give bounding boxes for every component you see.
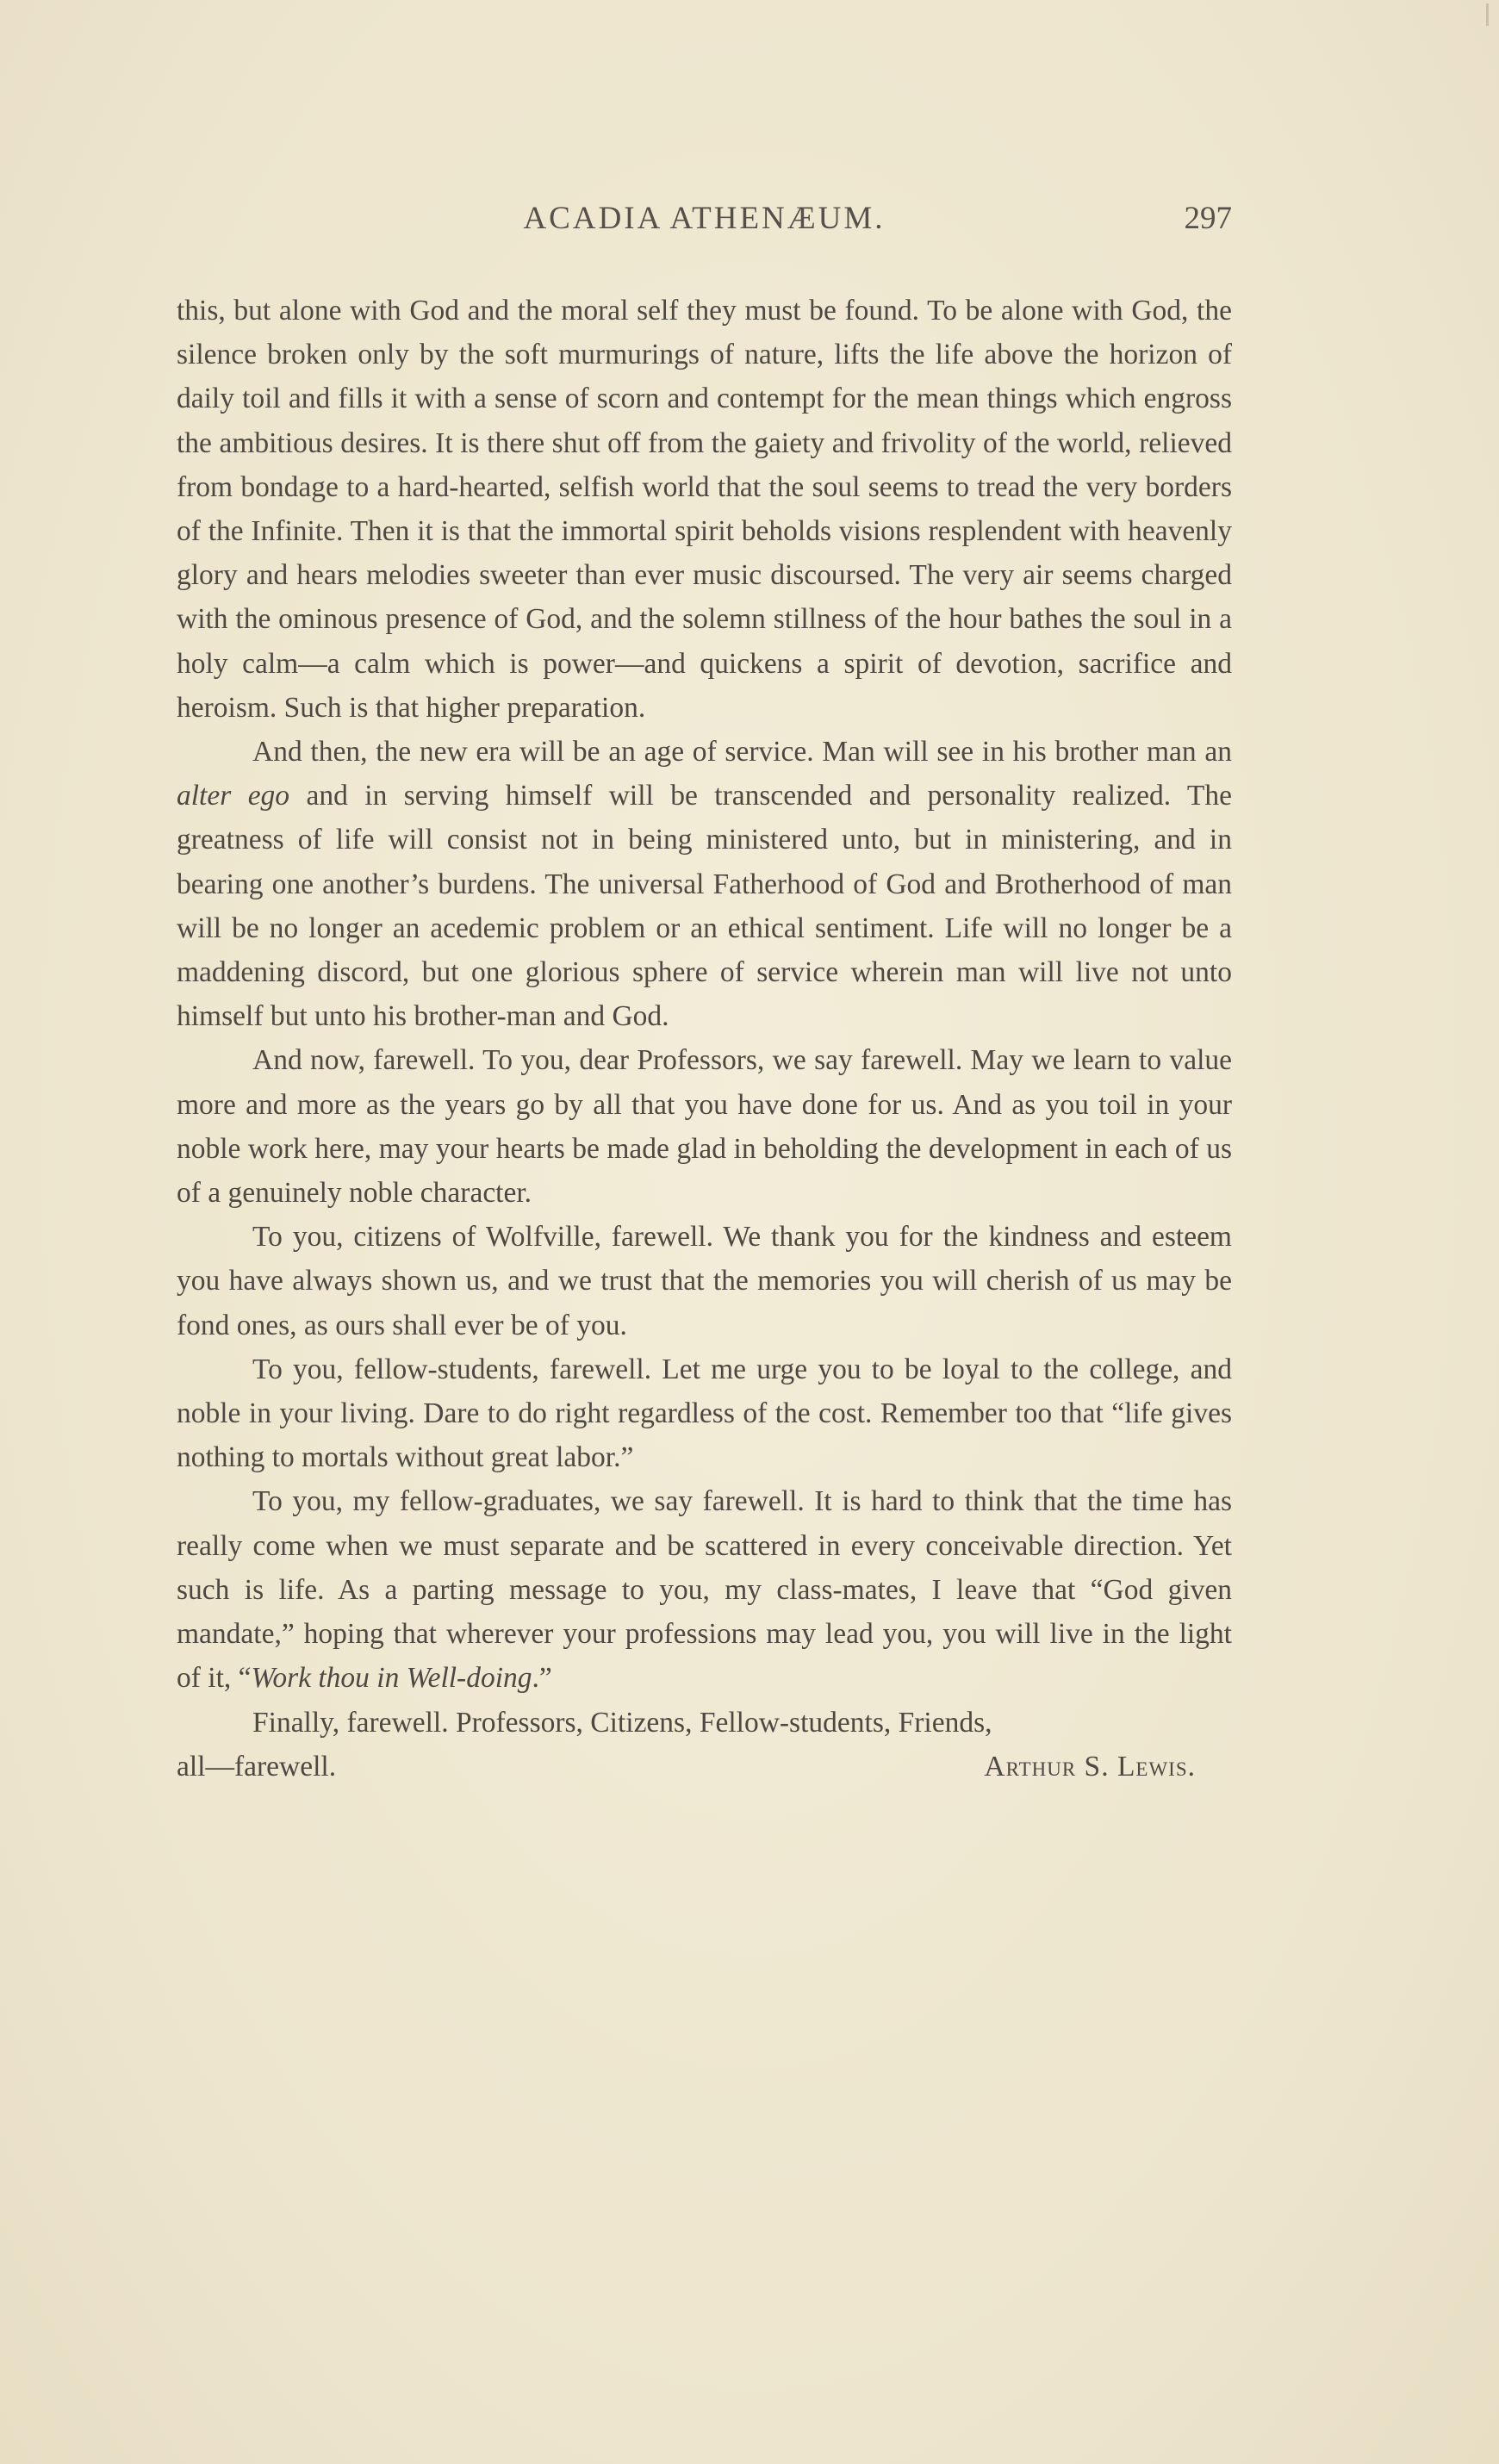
paragraph-closing: [177, 1701, 1232, 1745]
running-title: ACADIA ATHENÆUM.: [523, 201, 886, 236]
author-signature: Arthur S. Lewis.: [984, 1750, 1196, 1783]
closing-farewell: all—farewell.: [177, 1750, 337, 1783]
paragraph-farewell-citizens: [177, 1215, 1232, 1347]
paragraph-text: To you, citizens of Wolfville, farewell. We thank you for the kindness and esteem you have always shown us, and we trust that the memories you will cherish of us may be fond ones, as ours shall ever be of you.: [177, 1221, 1232, 1341]
italic-motto: Work thou in Well-doing: [251, 1662, 532, 1695]
article-body: [177, 289, 1232, 1789]
paragraph-farewell-students: [177, 1347, 1232, 1480]
paragraph-age-of-service: [177, 730, 1232, 1038]
paragraph-text: To you, my fellow-graduates, we say farewell. It is hard to think that the time has really come when we must separate and be scattered in every conceivable direction. Yet such is life. As a parting message to you, my class-mates, I leave that “God given mandate,” hoping that wherever your professions may lead you, you will live in the light of it, “: [177, 1485, 1232, 1695]
page-header: [177, 200, 1232, 252]
closing-signature-line: [177, 1745, 1232, 1789]
paragraph-text: and in serving himself will be transcended and personality realized. The greatness of life will consist not in being ministered unto, but in ministering, and in bearing one another’s burdens. The universal Fatherhood of God and Brotherhood of man will be no longer an acedemic problem or an ethical sentiment. Life will no longer be a maddening discord, but one glorious sphere of service wherein man will live not unto himself but unto his brother-man and God.: [177, 780, 1232, 1033]
italic-phrase: alter ego: [177, 780, 290, 812]
page-edge-mark: [1486, 3, 1489, 26]
paragraph-higher-preparation: [177, 289, 1232, 730]
paragraph-text: And then, the new era will be an age of service. Man will see in his brother man an: [252, 736, 1232, 768]
paragraph-text: And now, farewell. To you, dear Professors, we say farewell. May we learn to value more and more as the years go by all that you have done for us. And as you toil in your noble work here, may your hearts be made glad in beholding the development in each of us of a genuinely noble character.: [177, 1044, 1232, 1210]
paragraph-text: To you, fellow-students, farewell. Let me urge you to be loyal to the college, and noble in your living. Dare to do right regardless of the cost. Remember too that “life gives nothing to mortals without great labor.”: [177, 1353, 1232, 1474]
paragraph-text: .”: [532, 1662, 552, 1695]
page-number: 297: [1184, 201, 1232, 236]
paragraph-farewell-professors: [177, 1038, 1232, 1215]
closing-line: Finally, farewell. Professors, Citizens, Fellow-students, Friends,: [252, 1706, 992, 1739]
paragraph-text: this, but alone with God and the moral self they must be found. To be alone with God, the silence broken only by the soft murmurings of nature, lifts the life above the horizon of daily toil and fills it with a sense of scorn and contempt for the mean things which engross the ambitious desires. It is there shut off from the gaiety and frivolity of the world, relieved from bondage to a hard-hearted, selfish world that the soul seems to tread the very borders of the Infinite. Then it is that the immortal spirit beholds visions resplendent with heavenly glory and hears melodies sweeter than ever music discoursed. The very air seems charged with the ominous presence of God, and the solemn stillness of the hour bathes the soul in a holy calm—a calm which is power—and quickens a spirit of devotion, sacrifice and heroism. Such is that higher preparation.: [177, 295, 1232, 724]
paragraph-farewell-graduates: [177, 1479, 1232, 1700]
